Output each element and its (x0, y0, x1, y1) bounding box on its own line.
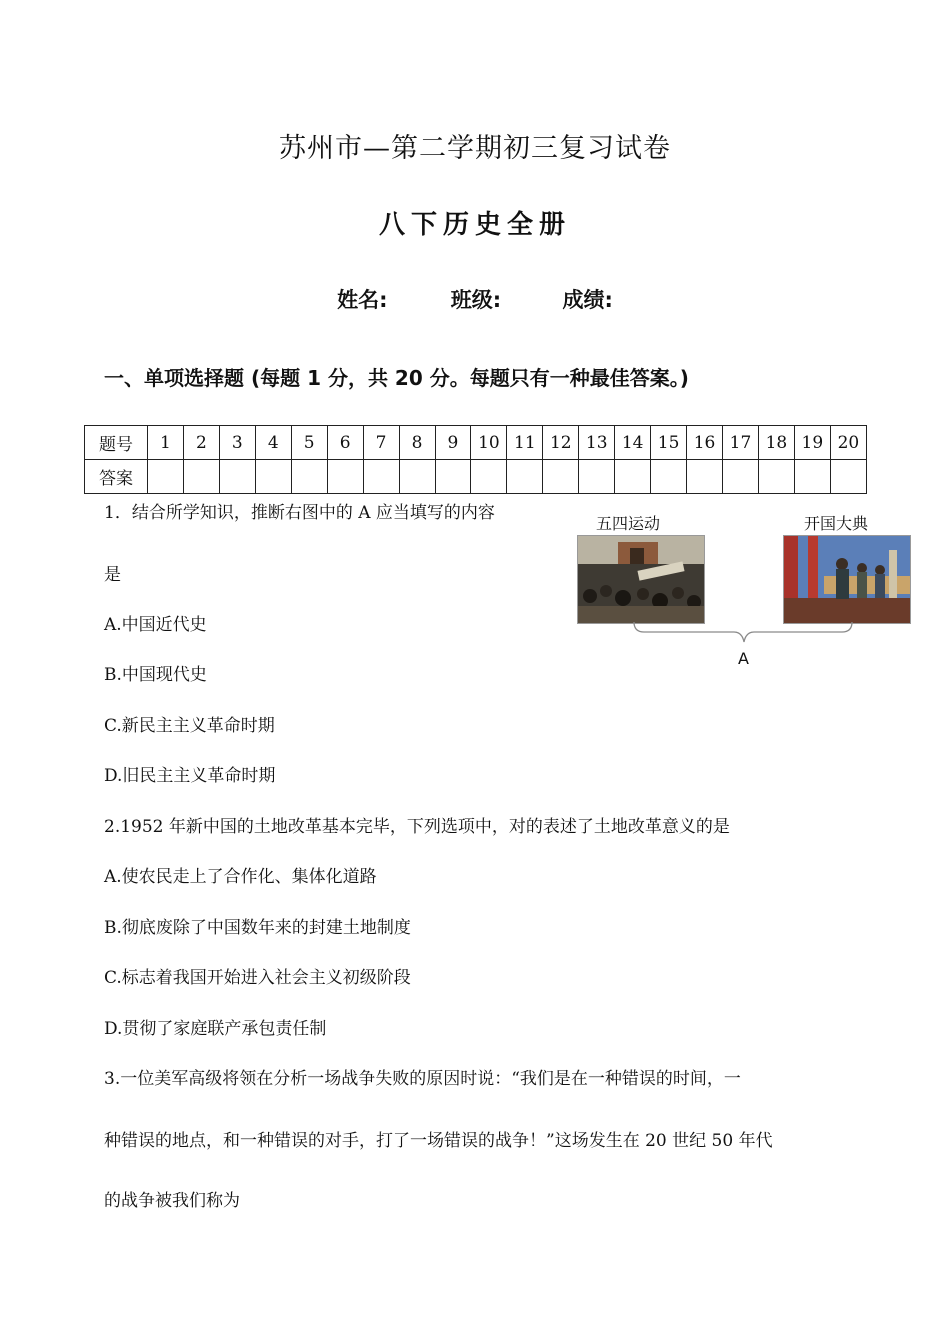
answer-cell[interactable] (758, 460, 794, 494)
question-number-cell: 13 (579, 426, 615, 460)
question-number-cell: 11 (507, 426, 543, 460)
brace-label: A (738, 649, 749, 668)
exam-subtitle: 八下历史全册 (378, 210, 571, 240)
section-heading: 一、单项选择题 (每题 1 分，共 20 分。每题只有一种最佳答案。) (104, 366, 689, 390)
answer-row (85, 460, 867, 494)
question-2-stem: 2.1952 年新中国的土地改革基本完毕，下列选项中，对的表述了土地改革意义的是 (104, 817, 730, 837)
question-1-option-a: A.中国近代史 (104, 615, 207, 635)
answer-cell[interactable] (399, 460, 435, 494)
answer-cell[interactable] (363, 460, 399, 494)
answer-cell[interactable] (687, 460, 723, 494)
answer-cell[interactable] (183, 460, 219, 494)
answer-cell[interactable] (291, 460, 327, 494)
answer-cell[interactable] (543, 460, 579, 494)
class-label: 班级: (450, 288, 502, 312)
question-number-cell: 10 (471, 426, 507, 460)
student-info-line (0, 284, 950, 314)
answer-table (84, 425, 867, 494)
question-number-cell: 16 (687, 426, 723, 460)
row-label-answer: 答案 (85, 460, 148, 494)
question-number-cell: 4 (255, 426, 291, 460)
answer-cell[interactable] (219, 460, 255, 494)
question-2-option-a: A.使农民走上了合作化、集体化道路 (104, 867, 377, 887)
question-number-row (85, 426, 867, 460)
question-number-cell: 15 (651, 426, 687, 460)
question-1-option-b: B.中国现代史 (104, 665, 207, 685)
question-number-cell: 3 (219, 426, 255, 460)
figure-left-caption: 五四运动 (596, 514, 661, 533)
brace-connector (630, 620, 858, 646)
score-label: 成绩: (562, 288, 613, 312)
answer-cell[interactable] (830, 460, 866, 494)
question-number-cell: 8 (399, 426, 435, 460)
question-3-stem-end: 的战争被我们称为 (104, 1191, 240, 1211)
answer-cell[interactable] (615, 460, 651, 494)
question-3-stem: 3.一位美军高级将领在分析一场战争失败的原因时说：“我们是在一种错误的时间，一 (104, 1069, 741, 1089)
question-number-cell: 17 (723, 426, 759, 460)
figure-right-caption: 开国大典 (804, 514, 869, 533)
question-number-cell: 14 (615, 426, 651, 460)
question-2-option-c: C.标志着我国开始进入社会主义初级阶段 (104, 968, 411, 988)
name-label: 姓名: (337, 288, 388, 312)
answer-cell[interactable] (651, 460, 687, 494)
question-number-cell: 5 (291, 426, 327, 460)
question-number-cell: 9 (435, 426, 471, 460)
question-number-cell: 18 (758, 426, 794, 460)
question-1-option-d: D.旧民主主义革命时期 (104, 766, 276, 786)
question-number-cell: 6 (327, 426, 363, 460)
answer-cell[interactable] (148, 460, 184, 494)
question-number-cell: 2 (183, 426, 219, 460)
may-fourth-movement-photo (577, 535, 705, 624)
founding-ceremony-photo (783, 535, 911, 624)
question-number-cell: 1 (148, 426, 184, 460)
question-1-stem-cont: 是 (104, 565, 121, 585)
answer-cell[interactable] (471, 460, 507, 494)
question-number-cell: 20 (830, 426, 866, 460)
answer-cell[interactable] (435, 460, 471, 494)
question-number-cell: 19 (794, 426, 830, 460)
question-3-stem-cont: 种错误的地点，和一种错误的对手，打了一场错误的战争！”这场发生在 20 世纪 50 年代 (104, 1131, 773, 1151)
answer-cell[interactable] (723, 460, 759, 494)
answer-cell[interactable] (507, 460, 543, 494)
answer-cell[interactable] (794, 460, 830, 494)
question-number-cell: 7 (363, 426, 399, 460)
question-2-option-d: D.贯彻了家庭联产承包责任制 (104, 1019, 327, 1039)
answer-cell[interactable] (327, 460, 363, 494)
exam-title: 苏州市—第二学期初三复习试卷 (279, 133, 671, 164)
question-1-option-c: C.新民主主义革命时期 (104, 716, 275, 736)
answer-cell[interactable] (579, 460, 615, 494)
question-1-stem: 1．结合所学知识，推断右图中的 A 应当填写的内容 (104, 503, 495, 523)
row-label-number: 题号 (85, 426, 148, 460)
question-2-option-b: B.彻底废除了中国数年来的封建土地制度 (104, 918, 411, 938)
answer-cell[interactable] (255, 460, 291, 494)
question-number-cell: 12 (543, 426, 579, 460)
